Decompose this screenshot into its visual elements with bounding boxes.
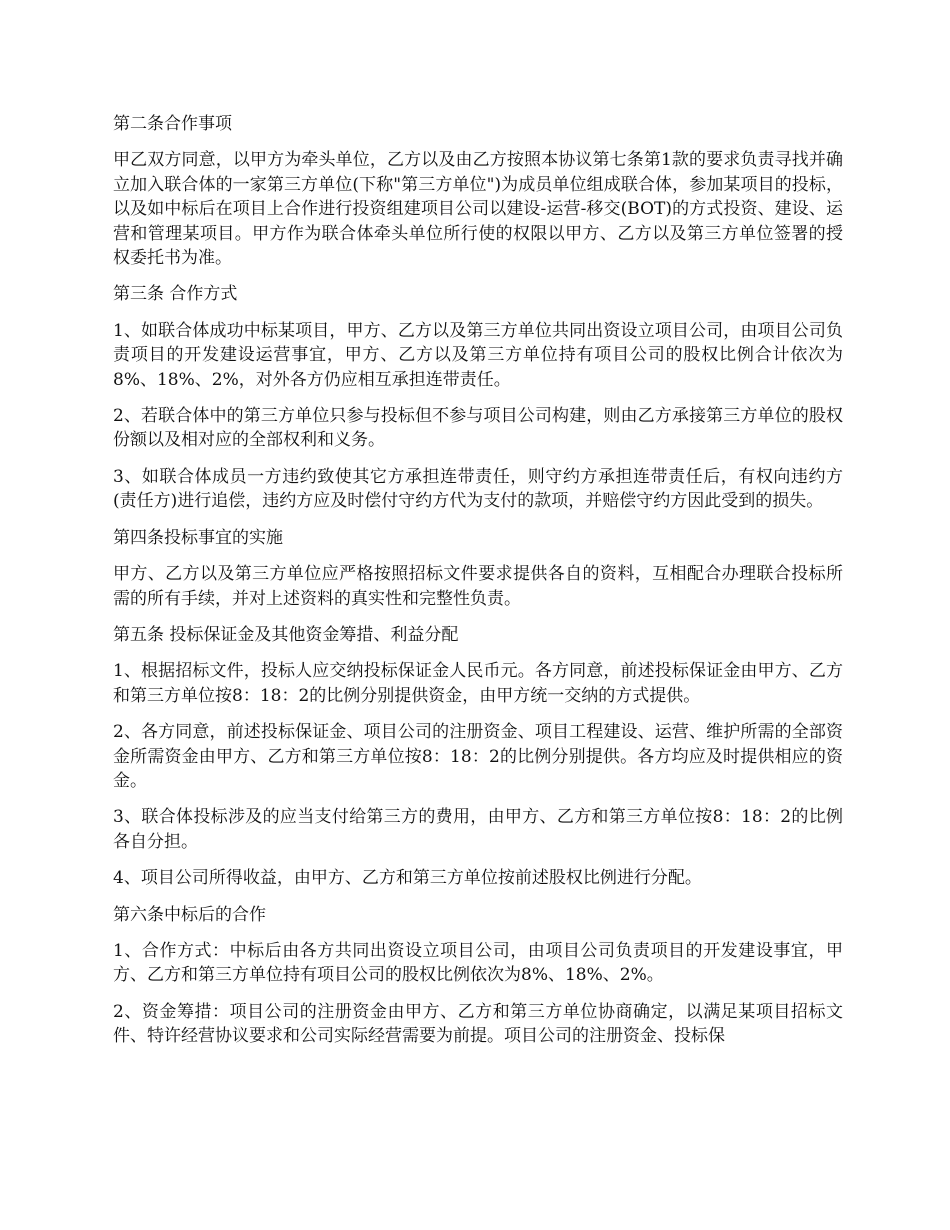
article-3-clause-3: 3、如联合体成员一方违约致使其它方承担连带责任，则守约方承担连带责任后，有权向违约方(责任方)进行追偿，违约方应及时偿付守约方代为支付的款项，并赔偿守约方因此受到的损失。 <box>113 466 843 512</box>
article-5-heading: 第五条 投标保证金及其他资金筹措、利益分配 <box>113 624 459 645</box>
article-6-heading: 第六条中标后的合作 <box>113 904 266 925</box>
article-4-heading: 第四条投标事宜的实施 <box>113 527 283 548</box>
article-5-clause-1: 1、根据招标文件，投标人应交纳投标保证金人民币元。各方同意，前述投标保证金由甲方、乙方和第三方单位按8：18：2的比例分别提供资金，由甲方统一交纳的方式提供。 <box>113 661 843 706</box>
article-6-clause-1: 1、合作方式：中标后由各方共同出资设立项目公司，由项目公司负责项目的开发建设事宜，甲方、乙方和第三方单位持有项目公司的股权比例依次为8%、18%、2%。 <box>113 940 843 986</box>
article-5-clause-3: 3、联合体投标涉及的应当支付给第三方的费用，由甲方、乙方和第三方单位按8：18：2的比例各自分担。 <box>113 807 843 852</box>
article-6-clause-2: 2、资金筹措：项目公司的注册资金由甲方、乙方和第三方单位协商确定，以满足某项目招标文件、特许经营协议要求和公司实际经营需要为前提。项目公司的注册资金、投标保 <box>113 1001 843 1047</box>
article-2-heading: 第二条合作事项 <box>113 114 232 134</box>
article-3-clause-1: 1、如联合体成功中标某项目，甲方、乙方以及第三方单位共同出资设立项目公司，由项目公司负责项目的开发建设运营事宜，甲方、乙方以及第三方单位持有项目公司的股权比例合计依次为8%、18%、2%，对外各方仍应相互承担连带责任。 <box>113 320 843 390</box>
document-page <box>113 112 843 1061</box>
article-3-clause-2: 2、若联合体中的第三方单位只参与投标但不参与项目公司构建，则由乙方承接第三方单位的股权份额以及相对应的全部权利和义务。 <box>113 406 843 451</box>
article-4-paragraph: 甲方、乙方以及第三方单位应严格按照招标文件要求提供各自的资料，互相配合办理联合投标所需的所有手续，并对上述资料的真实性和完整性负责。 <box>113 564 843 609</box>
article-5-clause-4: 4、项目公司所得收益，由甲方、乙方和第三方单位按前述股权比例进行分配。 <box>113 868 702 889</box>
article-2-paragraph: 甲乙双方同意，以甲方为牵头单位，乙方以及由乙方按照本协议第七条第1款的要求负责寻找并确立加入联合体的一家第三方单位(下称"第三方单位")为成员单位组成联合体，参加某项目的投标，以及如中标后在项目上合作进行投资组建项目公司以建设-运营-移交(BOT)的方式投资、建设、运营和管理某项目。甲方作为联合体牵头单位所行使的权限以甲方、乙方以及第三方单位签署的授权委托书为准。 <box>113 150 843 269</box>
article-5-clause-2: 2、各方同意，前述投标保证金、项目公司的注册资金、项目工程建设、运营、维护所需的全部资金所需资金由甲方、乙方和第三方单位按8：18：2的比例分别提供。各方均应及时提供相应的资金。 <box>113 722 843 791</box>
article-3-heading: 第三条 合作方式 <box>113 284 238 305</box>
